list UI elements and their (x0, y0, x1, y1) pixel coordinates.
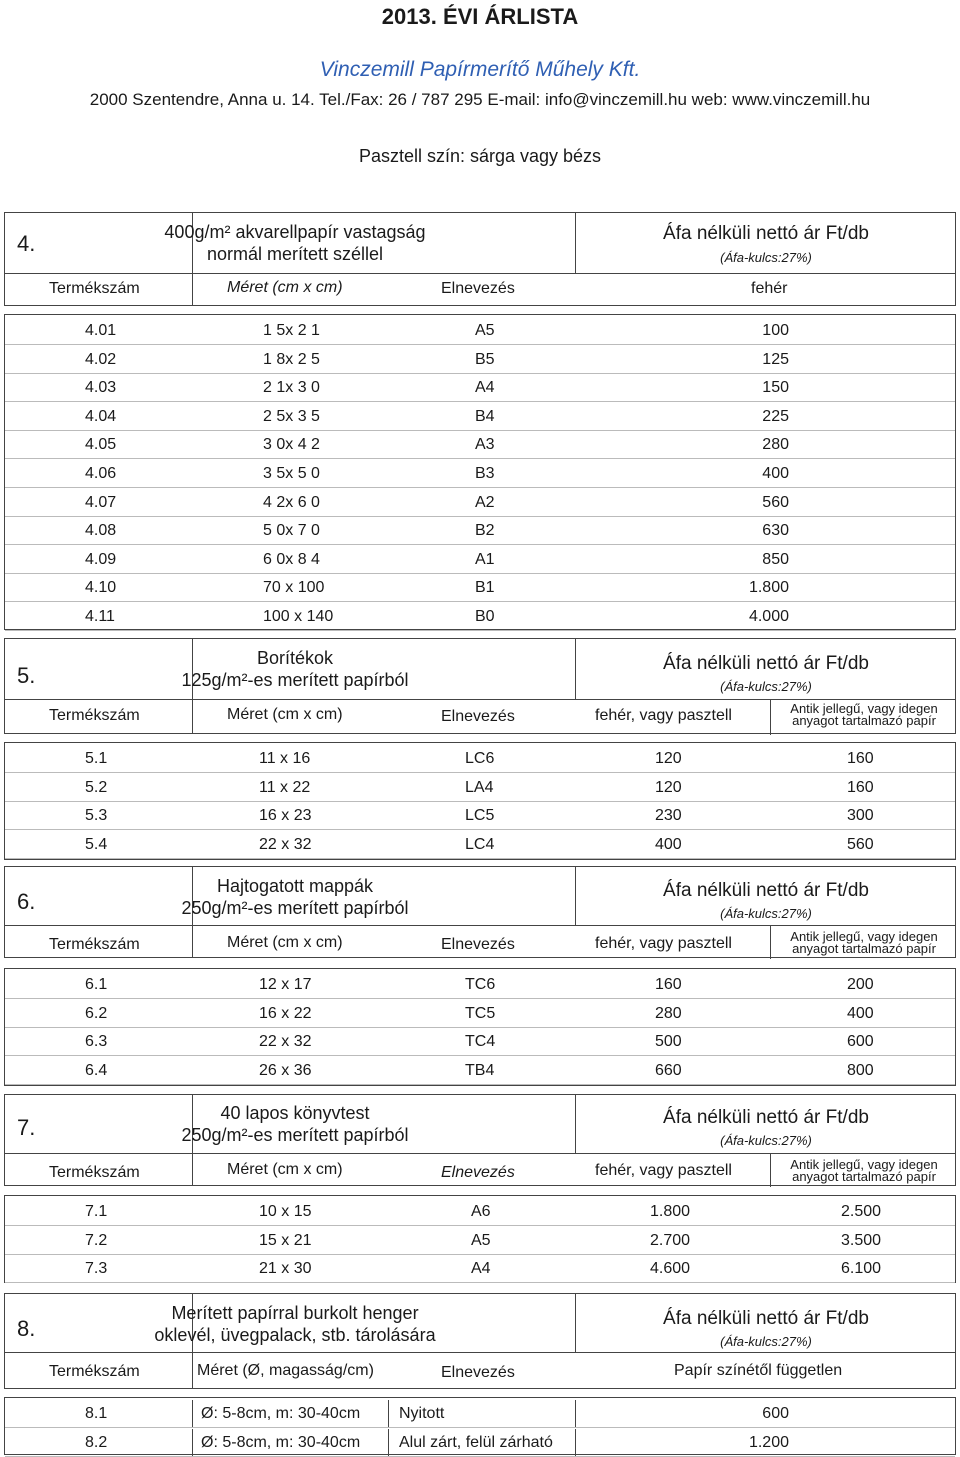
cell-elnevezes: A6 (471, 1203, 491, 1220)
cell-antik: 6.100 (841, 1260, 882, 1278)
table-row (5, 1028, 955, 1056)
cell-price: 1.200 (748, 1433, 789, 1451)
cell-elnevezes: TC5 (465, 1004, 496, 1022)
cell-termekszam: 4.06 (85, 465, 117, 482)
col-antik: Antik jellegű, vagy idegen anyagot tartalmazó papír (790, 701, 938, 728)
cell-termekszam: 8.1 (85, 1405, 108, 1422)
cell-termekszam: 4.11 (85, 608, 115, 625)
cell-termekszam: 4.08 (85, 522, 117, 540)
cell-meret: 6 0x 8 4 (263, 550, 320, 568)
cell-termekszam: 5.4 (85, 835, 108, 853)
col-antik: Antik jellegű, vagy idegen anyagot tartalmazó papír (790, 1157, 938, 1184)
price-heading: Áfa nélküli nettó ár Ft/db (663, 223, 869, 244)
cell-feher: 100 (762, 322, 789, 339)
cell-elnevezes: LC6 (465, 750, 495, 767)
col-termekszam: Termékszám (49, 936, 140, 953)
cell-termekszam: 4.10 (85, 579, 117, 597)
table-row (5, 517, 955, 545)
vat-rate: (Áfa-kulcs:27%) (720, 250, 812, 265)
col-pasztell: fehér, vagy pasztell (595, 1162, 732, 1179)
table-row (5, 1255, 955, 1283)
cell-meret: 10 x 15 (259, 1203, 312, 1220)
cell-pasztell: 120 (655, 778, 682, 796)
section-4-rows (4, 314, 956, 630)
cell-elnevezes: B2 (475, 522, 495, 540)
cell-elnevezes: B0 (475, 608, 495, 625)
price-heading: Áfa nélküli nettó ár Ft/db (663, 653, 869, 674)
cell-antik: 560 (847, 835, 874, 853)
cell-antik: 400 (847, 1004, 874, 1022)
section-5-rows (4, 742, 956, 860)
cell-meret: 2 1x 3 0 (263, 379, 320, 397)
section-5-header (4, 638, 956, 734)
section-7-header (4, 1094, 956, 1186)
cell-termekszam: 4.05 (85, 436, 117, 454)
cell-termekszam: 6.2 (85, 1004, 108, 1022)
cell-pasztell: 400 (655, 835, 682, 853)
table-row (5, 546, 955, 574)
table-row (5, 317, 955, 345)
cell-meret: 5 0x 7 0 (263, 522, 320, 540)
cell-meret: 26 x 36 (259, 1061, 312, 1079)
cell-termekszam: 5.2 (85, 778, 108, 796)
table-row (5, 346, 955, 374)
section-description: Hajtogatott mappák 250g/m²-es merített papírból (181, 876, 409, 918)
table-row (5, 1198, 955, 1226)
cell-meret: Ø: 5-8cm, m: 30-40cm (201, 1405, 361, 1422)
cell-meret: 11 x 16 (259, 750, 311, 767)
cell-feher: 560 (762, 493, 789, 511)
cell-meret: 11 x 22 (259, 778, 311, 796)
table-row (5, 1429, 955, 1457)
section-number: 6. (17, 889, 36, 914)
cell-antik: 2.500 (841, 1203, 882, 1220)
cell-termekszam: 6.1 (85, 976, 108, 993)
cell-elnevezes: LC5 (465, 807, 495, 825)
col-elnevezes: Elnevezés (441, 280, 515, 297)
vat-rate: (Áfa-kulcs:27%) (720, 1133, 812, 1148)
cell-feher: 1.800 (748, 579, 789, 597)
section-description: Merített papírral burkolt henger oklevél, üvegpalack, stb. tárolására (154, 1303, 436, 1345)
table-row (5, 1227, 955, 1255)
cell-feher: 280 (762, 436, 789, 454)
col-antik: Antik jellegű, vagy idegen anyagot tartalmazó papír (790, 929, 938, 956)
price-heading: Áfa nélküli nettó ár Ft/db (663, 880, 869, 901)
cell-termekszam: 7.1 (85, 1203, 108, 1220)
section-8-rows (4, 1397, 956, 1455)
table-row (5, 603, 955, 631)
cell-feher: 225 (762, 407, 789, 425)
col-elnevezes: Elnevezés (441, 1164, 515, 1181)
cell-meret: 16 x 23 (259, 807, 312, 825)
cell-meret: 21 x 30 (259, 1260, 312, 1278)
cell-pasztell: 280 (655, 1004, 682, 1022)
price-heading: Áfa nélküli nettó ár Ft/db (663, 1107, 869, 1128)
cell-termekszam: 7.2 (85, 1231, 108, 1249)
vat-rate: (Áfa-kulcs:27%) (720, 906, 812, 921)
cell-termekszam: 4.03 (85, 379, 117, 397)
cell-meret: 70 x 100 (263, 579, 325, 597)
cell-elnevezes: B1 (475, 579, 495, 597)
cell-meret: 12 x 17 (259, 976, 312, 993)
cell-meret: 3 0x 4 2 (263, 436, 320, 454)
col-termekszam: Termékszám (49, 1164, 140, 1181)
table-row (5, 489, 955, 517)
company-address: 2000 Szentendre, Anna u. 14. Tel./Fax: 26 / 787 295 E-mail: info@vinczemill.hu web: www.vinczemill.hu (89, 90, 871, 109)
cell-pasztell: 160 (655, 976, 682, 993)
cell-termekszam: 6.4 (85, 1061, 108, 1079)
cell-termekszam: 4.04 (85, 407, 117, 425)
col-pasztell: fehér, vagy pasztell (595, 707, 732, 724)
vat-rate: (Áfa-kulcs:27%) (720, 679, 812, 694)
table-row (5, 403, 955, 431)
section-description: 40 lapos könyvtest 250g/m²-es merített papírból (181, 1103, 409, 1145)
section-number: 8. (17, 1316, 36, 1341)
cell-elnevezes: LC4 (465, 835, 495, 853)
vat-rate: (Áfa-kulcs:27%) (720, 1334, 812, 1349)
cell-elnevezes: LA4 (465, 778, 494, 796)
cell-antik: 3.500 (841, 1231, 882, 1249)
cell-elnevezes: A2 (475, 493, 495, 511)
col-meret: Méret (Ø, magasság/cm) (197, 1362, 374, 1379)
cell-antik: 300 (847, 807, 874, 825)
col-meret: Méret (cm x cm) (227, 706, 343, 723)
col-termekszam: Termékszám (49, 1363, 140, 1380)
col-elnevezes: Elnevezés (441, 936, 515, 953)
section-4-header (4, 212, 956, 306)
cell-termekszam: 4.09 (85, 550, 117, 568)
cell-meret: 3 5x 5 0 (263, 465, 320, 482)
cell-pasztell: 500 (655, 1033, 682, 1051)
table-row (5, 745, 955, 773)
col-elnevezes: Elnevezés (441, 1364, 515, 1381)
cell-pasztell: 660 (655, 1061, 682, 1079)
table-row (5, 802, 955, 830)
cell-antik: 800 (847, 1061, 874, 1079)
company-name: Vinczemill Papírmerítő Műhely Kft. (319, 58, 641, 81)
cell-meret: 1 5x 2 1 (263, 322, 320, 339)
cell-elnevezes: B5 (475, 350, 495, 368)
cell-meret: Ø: 5-8cm, m: 30-40cm (201, 1433, 361, 1451)
table-row (5, 1400, 955, 1428)
cell-elnevezes: A1 (475, 550, 495, 568)
section-description: 400g/m² akvarellpapír vastagság normál merített széllel (164, 222, 426, 264)
table-row (5, 1000, 955, 1028)
price-heading: Áfa nélküli nettó ár Ft/db (663, 1308, 869, 1329)
table-row (5, 831, 955, 859)
table-row (5, 971, 955, 999)
cell-elnevezes: A5 (471, 1231, 491, 1249)
cell-termekszam: 6.3 (85, 1033, 108, 1051)
cell-antik: 600 (847, 1033, 874, 1051)
section-7-rows (4, 1195, 956, 1283)
table-row (5, 431, 955, 459)
cell-elnevezes: B4 (475, 407, 495, 425)
cell-pasztell: 1.800 (650, 1203, 691, 1220)
cell-termekszam: 8.2 (85, 1433, 108, 1451)
cell-antik: 160 (847, 778, 874, 796)
section-number: 7. (17, 1115, 36, 1140)
cell-elnevezes: A4 (475, 379, 495, 397)
col-price: Papír színétől független (674, 1362, 843, 1379)
cell-elnevezes: Alul zárt, felül zárható (399, 1433, 553, 1451)
section-description: Borítékok 125g/m²-es merített papírból (181, 648, 409, 690)
col-meret: Méret (cm x cm) (227, 934, 343, 951)
cell-elnevezes: TC6 (465, 976, 496, 993)
table-row (5, 574, 955, 602)
cell-elnevezes: TB4 (465, 1061, 495, 1079)
cell-elnevezes: A3 (475, 436, 495, 454)
cell-pasztell: 2.700 (650, 1231, 691, 1249)
cell-meret: 15 x 21 (259, 1231, 312, 1249)
cell-feher: 150 (762, 379, 789, 397)
cell-feher: 4.000 (748, 608, 789, 625)
col-termekszam: Termékszám (49, 280, 140, 297)
cell-termekszam: 7.3 (85, 1260, 108, 1278)
cell-elnevezes: TC4 (465, 1033, 496, 1051)
col-pasztell: fehér, vagy pasztell (595, 935, 732, 952)
table-row (5, 1057, 955, 1085)
cell-termekszam: 5.1 (85, 750, 108, 767)
pastel-color-note: Pasztell szín: sárga vagy bézs (358, 146, 602, 166)
cell-termekszam: 4.02 (85, 350, 117, 368)
cell-feher: 125 (762, 350, 789, 368)
cell-termekszam: 4.01 (85, 322, 117, 339)
table-row (5, 774, 955, 802)
page-title: 2013. ÉVI ÁRLISTA (381, 4, 579, 29)
cell-elnevezes: A5 (475, 322, 495, 339)
section-6-header (4, 866, 956, 958)
cell-price: 600 (762, 1405, 789, 1422)
cell-meret: 100 x 140 (263, 608, 334, 625)
table-row (5, 374, 955, 402)
col-elnevezes: Elnevezés (441, 708, 515, 725)
cell-pasztell: 120 (655, 750, 682, 767)
section-8-header (4, 1293, 956, 1389)
cell-meret: 22 x 32 (259, 835, 312, 853)
cell-feher: 850 (762, 550, 789, 568)
section-number: 4. (17, 231, 36, 256)
cell-feher: 400 (762, 465, 789, 482)
cell-elnevezes: A4 (471, 1260, 491, 1278)
section-6-rows (4, 968, 956, 1086)
cell-meret: 4 2x 6 0 (263, 493, 320, 511)
cell-termekszam: 4.07 (85, 493, 117, 511)
cell-feher: 630 (762, 522, 789, 540)
col-meret: Méret (cm x cm) (227, 279, 343, 296)
cell-meret: 22 x 32 (259, 1033, 312, 1051)
cell-termekszam: 5.3 (85, 807, 108, 825)
cell-meret: 2 5x 3 5 (263, 407, 320, 425)
cell-pasztell: 4.600 (650, 1260, 691, 1278)
cell-antik: 200 (847, 976, 874, 993)
cell-elnevezes: B3 (475, 465, 495, 482)
section-number: 5. (17, 663, 36, 688)
table-row (5, 460, 955, 488)
cell-antik: 160 (847, 750, 874, 767)
cell-elnevezes: Nyitott (399, 1405, 445, 1422)
cell-pasztell: 230 (655, 807, 682, 825)
col-meret: Méret (cm x cm) (227, 1161, 343, 1178)
col-termekszam: Termékszám (49, 707, 140, 724)
cell-meret: 1 8x 2 5 (263, 350, 320, 368)
col-feher: fehér (751, 280, 788, 297)
cell-meret: 16 x 22 (259, 1004, 312, 1022)
